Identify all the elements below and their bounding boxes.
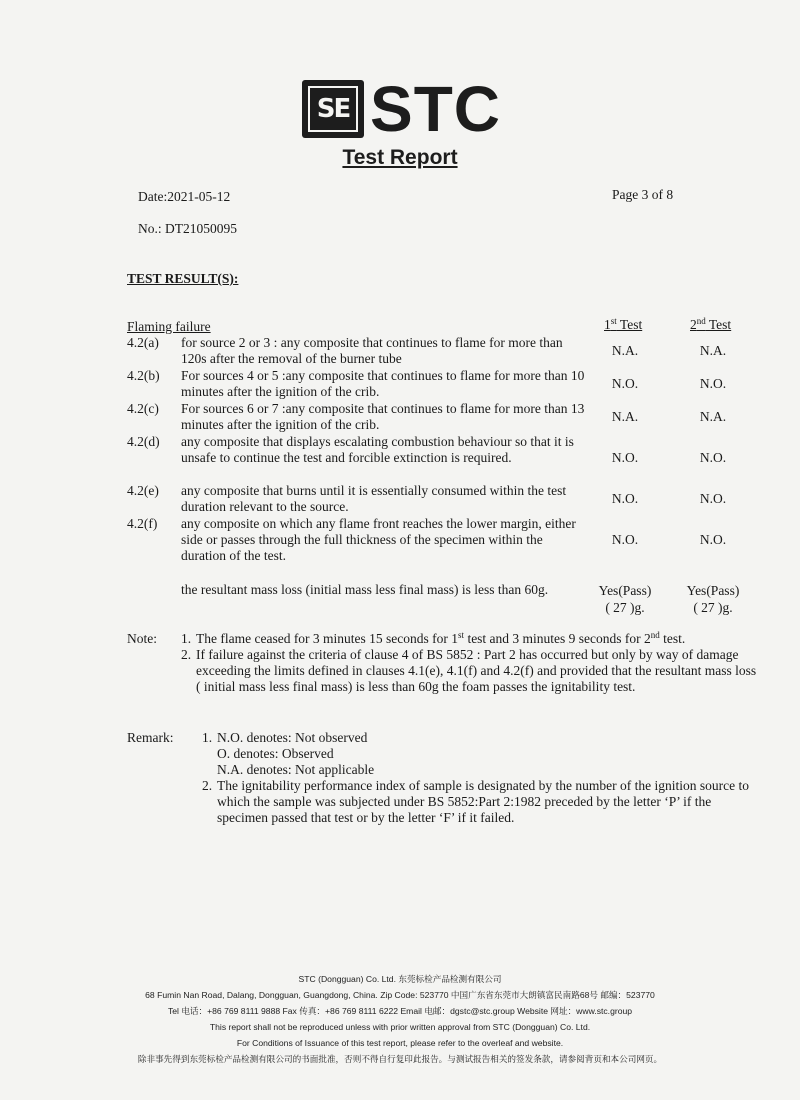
clause-code: 4.2(f) <box>127 516 158 531</box>
footer-contact: Tel 电话：+86 769 8111 9888 Fax 传真：+86 769 8111 6222 Email 电邮：dgstc@stc.group Website 网址：www.stc.group <box>167 1006 633 1016</box>
page-number: Page 3 of 8 <box>612 187 674 202</box>
clause-description: for source 2 or 3 : any composite that continues to flame for more than 120s after the removal of the burner tube <box>181 335 563 366</box>
remarks-list <box>202 730 762 826</box>
logo-text: STC <box>370 73 501 145</box>
first-test-mass: ( 27 )g. <box>605 600 645 615</box>
clause-code: 4.2(d) <box>127 434 160 449</box>
remark-label: Remark: <box>127 730 174 745</box>
mass-loss-description: the resultant mass loss (initial mass less final mass) is less than 60g. <box>181 582 549 597</box>
remark-item <box>202 730 762 778</box>
second-test-result: N.A. <box>699 409 727 424</box>
report-title: Test Report <box>342 146 458 169</box>
remark-number: 2. <box>202 778 213 793</box>
section-title: TEST RESULT(S): <box>127 271 239 286</box>
second-test-mass-result <box>668 582 758 616</box>
note-sup: st <box>458 630 465 640</box>
clause-code: 4.2(c) <box>127 401 159 416</box>
first-test-result: N.O. <box>611 376 639 391</box>
footer-chinese-notice: 除非事先得到东莞标检产品检测有限公司的书面批准，否则不得自行复印此报告。与测试报告相关的签发条款，请参阅背页和本公司网页。 <box>137 1054 663 1064</box>
category-heading: Flaming failure <box>127 319 211 334</box>
remark-text: The ignitability performance index of sample is designated by the number of the ignition source to which the sample was subjected under BS 5852:Part 2:1982 preceded by the letter ‘P’ if the specimen passed that test or by the letter ‘F’ if it failed. <box>217 778 749 825</box>
note-item <box>181 647 761 695</box>
remark-text: N.O. denotes: Not observed <box>217 730 368 745</box>
clause-code: 4.2(e) <box>127 483 159 498</box>
second-test-mass: ( 27 )g. <box>693 600 733 615</box>
footer-conditions: For Conditions of Issuance of this test report, please refer to the overleaf and website. <box>236 1038 564 1048</box>
second-test-pass: Yes(Pass) <box>686 583 740 598</box>
remark-text: N.A. denotes: Not applicable <box>217 762 375 777</box>
footer <box>0 971 800 1067</box>
notes-list <box>181 631 761 695</box>
remark-number: 1. <box>202 730 213 745</box>
note-text: If failure against the criteria of clause 4 of BS 5852 : Part 2 has occurred but only by way of damage exceeding the limits defined in clauses 4.1(e), 4.1(f) and 4.2(f) and provided that the resultant mass loss ( initial mass less final mass) is less than 60g the foam passes the ignitability test. <box>196 647 757 694</box>
clause-description: any composite on which any flame front reaches the lower margin, either side or passes through the full thickness of the specimen within the duration of the test. <box>181 516 576 563</box>
stc-logo <box>302 73 530 145</box>
clause-description: For sources 4 or 5 :any composite that continues to flame for more than 10 minutes after the ignition of the crib. <box>181 368 585 399</box>
note-sup: nd <box>650 630 660 640</box>
second-test-result: N.A. <box>699 343 727 358</box>
note-label: Note: <box>127 631 157 646</box>
clause-code: 4.2(b) <box>127 368 160 383</box>
footer-address: 68 Fumin Nan Road, Dalang, Dongguan, Guangdong, China. Zip Code: 523770 中国广东省东莞市大朗镇富民南路68号 邮编：523770 <box>145 990 655 1000</box>
note-item <box>181 631 761 647</box>
first-test-result: N.A. <box>611 343 639 358</box>
report-number: No.: DT21050095 <box>138 221 237 236</box>
first-test-mass-result <box>580 582 670 616</box>
second-test-result: N.O. <box>699 376 727 391</box>
second-test-result: N.O. <box>699 450 727 465</box>
remark-item <box>202 778 762 826</box>
logo-mark-box <box>302 80 364 138</box>
note-text: test. <box>659 631 686 646</box>
note-text: test and 3 minutes 9 seconds for 2 <box>464 631 651 646</box>
first-test-result: N.O. <box>611 532 639 547</box>
first-test-result: N.O. <box>611 450 639 465</box>
clause-description: For sources 6 or 7 :any composite that continues to flame for more than 13 minutes after the ignition of the crib. <box>181 401 585 432</box>
second-test-result: N.O. <box>699 491 727 506</box>
first-test-pass: Yes(Pass) <box>598 583 652 598</box>
second-test-result: N.O. <box>699 532 727 547</box>
note-number: 2. <box>181 647 192 662</box>
clause-description: any composite that displays escalating combustion behaviour so that it is unsafe to continue the test and forcible extinction is required. <box>181 434 574 465</box>
note-text: The flame ceased for 3 minutes 15 seconds for 1 <box>196 631 459 646</box>
first-test-result: N.O. <box>611 491 639 506</box>
report-date: Date:2021-05-12 <box>138 189 231 204</box>
clause-description: any composite that burns until it is essentially consumed within the test duration relevant to the source. <box>181 483 567 514</box>
footer-copyright: This report shall not be reproduced unless with prior written approval from STC (Dongguan) Co. Ltd. <box>209 1022 591 1032</box>
footer-company: STC (Dongguan) Co. Ltd. 东莞标检产品检测有限公司 <box>298 974 502 984</box>
first-test-heading: 1st Test <box>604 316 643 332</box>
logo-mark: SE <box>308 86 358 132</box>
remark-text: O. denotes: Observed <box>217 746 334 761</box>
clause-code: 4.2(a) <box>127 335 159 350</box>
second-test-heading: 2nd Test <box>690 316 732 332</box>
first-test-result: N.A. <box>611 409 639 424</box>
note-number: 1. <box>181 631 192 646</box>
